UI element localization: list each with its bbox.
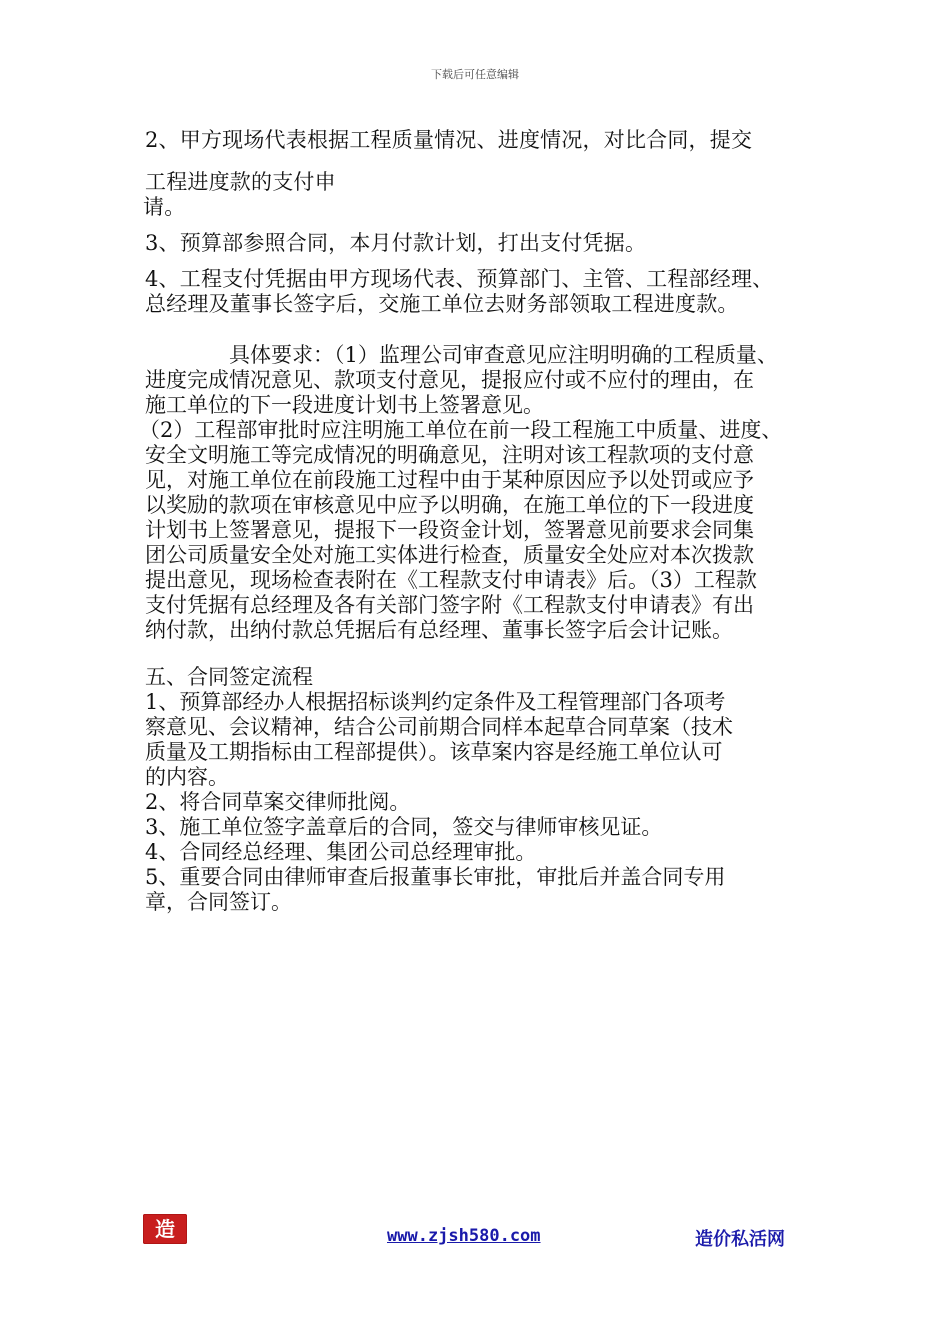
section-5-line: 2、将合同草案交律师批阅。 bbox=[145, 790, 411, 814]
requirements-line: 纳付款，出纳付款总凭据后有总经理、董事长签字后会计记账。 bbox=[145, 618, 733, 642]
requirements-line: 具体要求：（1）监理公司审查意见应注明明确的工程质量、 bbox=[145, 343, 778, 367]
requirements-line: 安全文明施工等完成情况的明确意见，注明对该工程款项的支付意 bbox=[145, 443, 754, 467]
section-5-line: 章，合同签订。 bbox=[145, 890, 292, 914]
paragraph-4-line-2: 总经理及董事长签字后，交施工单位去财务部领取工程进度款。 bbox=[145, 292, 739, 316]
section-5-line: 质量及工期指标由工程部提供）。该草案内容是经施工单位认可 bbox=[145, 740, 723, 764]
paragraph-2-line-2: 工程进度款的支付申 bbox=[145, 170, 336, 194]
requirements-line: （2）工程部审批时应注明施工单位在前一段工程施工中质量、进度、 bbox=[139, 418, 783, 442]
requirements-line: 进度完成情况意见、款项支付意见，提报应付或不应付的理由，在 bbox=[145, 368, 754, 392]
requirements-section bbox=[139, 343, 825, 643]
section-5-line: 5、重要合同由律师审查后报董事长审批，审批后并盖合同专用 bbox=[145, 865, 726, 889]
section-5-heading: 五、合同签定流程 bbox=[145, 665, 313, 689]
section-5-line: 1、预算部经办人根据招标谈判约定条件及工程管理部门各项考 bbox=[145, 690, 726, 714]
section-5-line: 的内容。 bbox=[145, 765, 229, 789]
requirements-line: 提出意见，现场检查表附在《工程款支付申请表》后。（3）工程款 bbox=[145, 568, 757, 592]
paragraph-2-line-3: 请。 bbox=[143, 195, 186, 219]
requirements-line: 见，对施工单位在前段施工过程中由于某种原因应予以处罚或应予 bbox=[145, 468, 754, 492]
section-5-line: 3、施工单位签字盖章后的合同，签交与律师审核见证。 bbox=[145, 815, 663, 839]
header-note: 下载后可任意编辑 bbox=[431, 68, 519, 81]
section-5-line: 4、合同经总经理、集团公司总经理审批。 bbox=[145, 840, 537, 864]
requirements-line: 团公司质量安全处对施工实体进行检查，质量安全处应对本次拨款 bbox=[145, 543, 754, 567]
requirements-line: 施工单位的下一段进度计划书上签署意见。 bbox=[145, 393, 544, 417]
requirements-line: 以奖励的款项在审核意见中应予以明确，在施工单位的下一段进度 bbox=[145, 493, 754, 517]
footer-website-link[interactable]: www.zjsh580.com bbox=[387, 1226, 541, 1246]
requirements-line: 计划书上签署意见，提报下一段资金计划，签署意见前要求会同集 bbox=[145, 518, 754, 542]
site-logo-icon bbox=[143, 1214, 187, 1244]
footer-brand-name[interactable]: 造价私活网 bbox=[695, 1229, 785, 1250]
logo-character: 造 bbox=[155, 1217, 175, 1241]
paragraph-4-line-1: 4、工程支付凭据由甲方现场代表、预算部门、主管、工程部经理、 bbox=[145, 267, 774, 291]
paragraph-2-line-1: 2、甲方现场代表根据工程质量情况、进度情况，对比合同，提交 bbox=[145, 128, 753, 152]
section-5-contract-process bbox=[145, 665, 825, 915]
paragraph-3: 3、预算部参照合同，本月付款计划，打出支付凭据。 bbox=[145, 231, 647, 255]
section-5-line: 察意见、会议精神，结合公司前期合同样本起草合同草案（技术 bbox=[145, 715, 733, 739]
requirements-line: 支付凭据有总经理及各有关部门签字附《工程款支付申请表》有出 bbox=[145, 593, 754, 617]
